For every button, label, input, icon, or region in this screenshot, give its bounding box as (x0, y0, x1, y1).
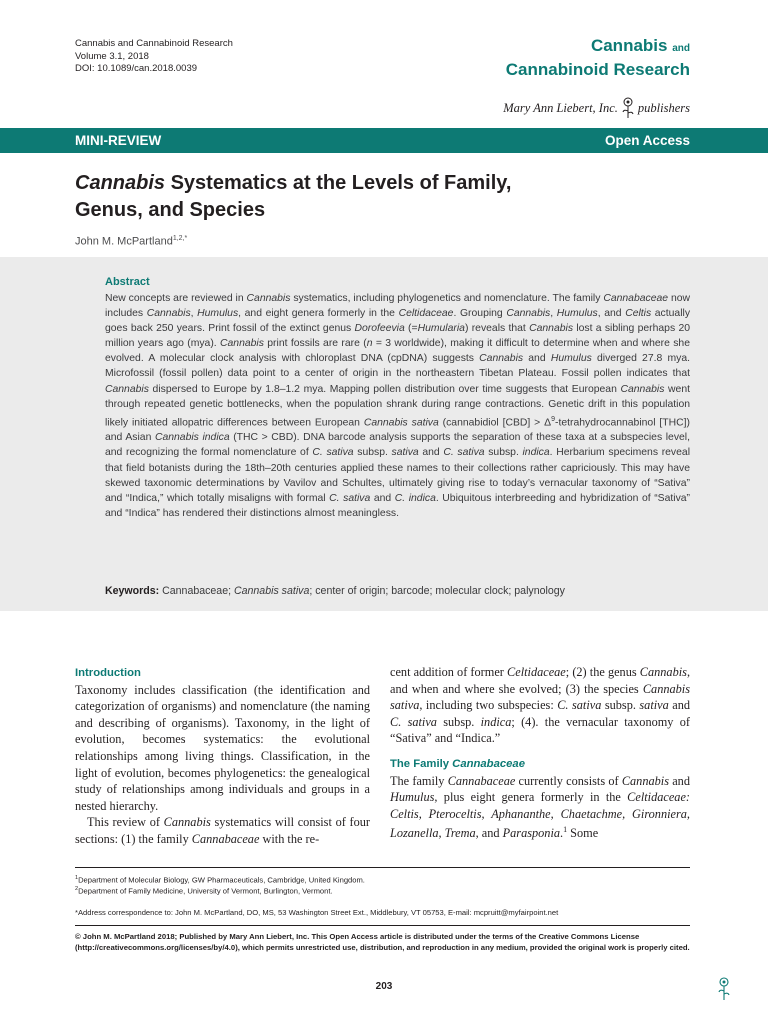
open-access-label: Open Access (604, 133, 690, 148)
abstract-heading: Abstract (105, 276, 150, 288)
title-line2: Genus, and Species (75, 199, 266, 221)
author-affiliation-marks: 1,2,* (172, 235, 188, 242)
journal-info (75, 38, 233, 76)
intro-paragraph-2: This review of Cannabis systematics will consist of four sections: (1) the family Cannabaceae with the re- (75, 815, 370, 846)
intro-paragraph-2-cont: cent addition of former Celtidaceae; (2) the genus Cannabis, and when and where she evolved; (3) the species Cannabis sativa, including two subspecies: C. sativa subsp. sativa and C. sativa subsp. indica; (4). the vernacular taxonomy of “Sativa” and “Indica.” (390, 665, 691, 746)
intro-paragraph-1: Taxonomy includes classification (the identification and categorization of organisms) and nomenclature (the naming and describing of organisms). Taxonomy, in the light of evolution, becomes systematics: the evolutional relationships among living things. Classification, in the light of evolution, becomes phylogenetics: the genealogical study of relationships among individuals and groups in a nested hierarchy. (75, 682, 370, 813)
author-line (75, 235, 187, 248)
page-number: 203 (375, 981, 393, 992)
logo-word-cannabinoid-research: Cannabinoid Research (505, 60, 690, 79)
journal-volume: Volume 3.1, 2018 (75, 50, 149, 62)
article-type-label: MINI-REVIEW (75, 133, 162, 148)
journal-doi: DOI: 10.1089/can.2018.0039 (75, 63, 198, 74)
correspondence-note: *Address correspondence to: John M. McPartland, DO, MS, 53 Washington Street Ext., Middlebury, VT 05753, E-mail: mcpruitt@myfairpoint.net (75, 908, 559, 917)
keywords-label: Keywords: (105, 585, 160, 597)
article-title (75, 170, 695, 224)
flower-icon (716, 977, 732, 1001)
flower-icon (620, 97, 636, 119)
footnote-1: $^1$Department of Molecular Biology, GW Pharmaceuticals, Cambridge, United Kingdom. (75, 875, 365, 885)
publisher-logo (503, 97, 690, 119)
body-column-right (390, 664, 690, 842)
journal-name: Cannabis and Cannabinoid Research (75, 38, 233, 49)
license-divider (75, 925, 690, 926)
logo-word-and: and (672, 43, 690, 54)
section-heading-introduction: Introduction (75, 667, 141, 679)
author-name: John M. McPartland (75, 235, 173, 248)
footnote-divider (75, 867, 690, 868)
family-paragraph: The family Cannabaceae currently consists of Cannabis and Humulus, plus eight genera formerly in the Celtidaceae: Celtis, Pteroceltis, Aphananthe, Chaetachme, Gironniera, Lozanella, Trema, and Parasponia.$^1$ Some (390, 773, 690, 841)
keywords: Keywords: Cannabaceae; Cannabis sativa; center of origin; barcode; molecular clock; palynology (105, 585, 565, 597)
section-heading-family: The Family Cannabaceae (390, 757, 525, 770)
license-text: © John M. McPartland 2018; Published by Mary Ann Liebert, Inc. This Open Access article is distributed under the terms of the Creative Commons License (http://creativecommons.org/licenses/by/4.0), which permits unrestricted use, distribution, and reproduction in any medium, provided the original work is properly cited. (75, 932, 690, 952)
logo-word-cannabis: Cannabis (590, 36, 668, 55)
abstract-text: New concepts are reviewed in Cannabis systematics, including phylogenetics and nomenclature. The family Cannabaceae now includes Cannabis, Humulus, and eight genera formerly in the Celtidaceae. Grouping Cannabis, Humulus, and Celtis actually goes back 250 years. Print fossil of the extinct genus Dorofeevia (=Humularia) reveals that Cannabis lost a sibling perhaps 20 million years ago (mya). Cannabis print fossils are rare (n = 3 worldwide), making it difficult to determine when and where she evolved. A molecular clock analysis with chloroplast DNA (cpDNA) suggests Cannabis and Humulus diverged 27.8 mya. Microfossil (fossil pollen) data point to a center of origin in the northeastern Tibetan Plateau. Fossil pollen indicates that Cannabis dispersed to Europe by 1.8–1.2 mya. Mapping pollen distribution over time suggests that European Cannabis went through repeated genetic bottlenecks, when the population shrank during range contractions. Genetic drift in this population likely initiated allopatric differences between European Cannabis sativa (cannabidiol $[CBD] > \Delta^9$-tetrahydrocannabinol [THC]) and Asian Cannabis indica (THC > CBD). DNA barcode analysis supports the separation of these taxa at a subspecies level, and recognizing the formal nomenclature of C. sativa subsp. sativa and C. sativa subsp. indica. Herbarium specimens reveal that field botanists during the 18th–20th centuries applied these names to their collections rather capriciously. This may have skewed taxonomic determinations by Vavilov and Schultes, ultimately giving rise to today’s vernacular taxonomy of “Sativa” and “Indica,” which totally misaligns with formal C. sativa and C. indica. Ubiquitous interbreeding and hybridization of “Sativa” and “Indica” has rendered their distinctions almost meaningless. (105, 293, 691, 519)
body-column-left (75, 665, 370, 848)
publisher-suffix: publishers (637, 100, 690, 115)
title-italic: Cannabis (75, 172, 166, 194)
title-rest: Systematics at the Levels of Family, (165, 172, 512, 194)
article-type-bar (0, 128, 768, 153)
publisher-name: Mary Ann Liebert, Inc. (503, 100, 618, 115)
footnote-2: $^2$Department of Family Medicine, University of Vermont, Burlington, Vermont. (75, 886, 333, 896)
journal-logo (506, 36, 690, 81)
